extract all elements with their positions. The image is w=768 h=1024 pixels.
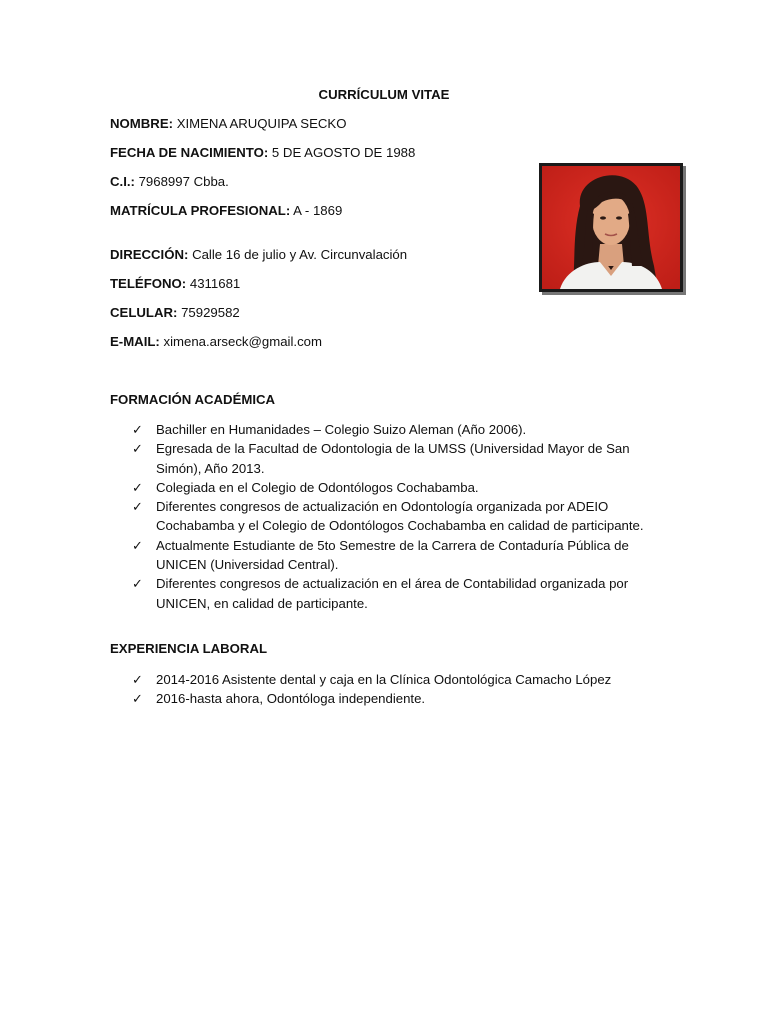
field-direccion [110,247,407,262]
matricula-label: MATRÍCULA PROFESIONAL: [110,203,291,218]
list-item-text: Actualmente Estudiante de 5to Semestre de la Carrera de Contaduría Pública de UNICEN (Universidad Central). [156,537,629,573]
telefono-label: TELÉFONO: [110,276,187,291]
direccion-label: DIRECCIÓN: [110,247,189,262]
nombre-value: XIMENA ARUQUIPA SECKO [176,116,347,131]
list-item [110,689,670,708]
list-item-text: Diferentes congresos de actualización en el área de Contabilidad organizada por UNICEN, en calidad de participante. [156,576,629,611]
field-ci [110,174,229,189]
field-matricula [110,203,342,218]
list-item [110,536,670,575]
checkmark-icon: ✓ [132,479,143,495]
list-item [110,497,670,536]
list-item [110,574,670,613]
ci-value: 7968997 Cbba. [138,174,229,189]
field-telefono [110,276,240,291]
telefono-value: 4311681 [189,276,241,291]
checkmark-icon: ✓ [132,499,143,515]
list-item [110,670,670,689]
matricula-value: A - 1869 [293,203,343,218]
email-label: E-MAIL: [110,334,160,349]
field-nombre [110,116,346,131]
list-item [110,439,670,478]
list-item-text: Colegiada en el Colegio de Odontólogos Cochabamba. [156,479,479,495]
formacion-list [110,420,670,613]
list-item-text: Bachiller en Humanidades – Colegio Suizo Aleman (Año 2006). [156,422,527,437]
list-item-text: Diferentes congresos de actualización en Odontología organizada por ADEIO Cochabamba y el Colegio de Odontólogos Cochabamba en calidad de participante. [156,499,644,534]
experiencia-list [110,670,670,709]
checkmark-icon: ✓ [132,691,143,707]
profile-photo [539,163,683,292]
field-celular [110,305,240,320]
checkmark-icon: ✓ [132,441,143,457]
fecha-label: FECHA DE NACIMIENTO: [110,145,269,160]
nombre-label: NOMBRE: [110,116,174,131]
fecha-value: 5 DE AGOSTO DE 1988 [271,145,416,160]
experiencia-heading: EXPERIENCIA LABORAL [110,641,268,656]
ci-label: C.I.: [110,174,135,189]
direccion-value: Calle 16 de julio y Av. Circunvalación [192,247,408,262]
document-title: CURRÍCULUM VITAE [318,87,450,102]
list-item-text: 2016-hasta ahora, Odontóloga independiente. [156,691,426,707]
list-item-text: Egresada de la Facultad de Odontologia de la UMSS (Universidad Mayor de San Simón), Año 2013. [156,441,630,476]
list-item-text: 2014-2016 Asistente dental y caja en la Clínica Odontológica Camacho López [156,672,612,687]
list-item [110,478,670,497]
celular-label: CELULAR: [110,305,178,320]
field-fecha-nacimiento [110,145,415,160]
checkmark-icon: ✓ [132,672,143,687]
email-value: ximena.arseck@gmail.com [163,334,322,349]
celular-value: 75929582 [181,305,240,320]
checkmark-icon: ✓ [132,576,143,592]
list-item [110,420,670,439]
portrait-image [542,166,680,289]
checkmark-icon: ✓ [132,537,143,553]
checkmark-icon: ✓ [132,422,143,437]
formacion-heading: FORMACIÓN ACADÉMICA [110,392,276,407]
field-email [110,334,322,349]
